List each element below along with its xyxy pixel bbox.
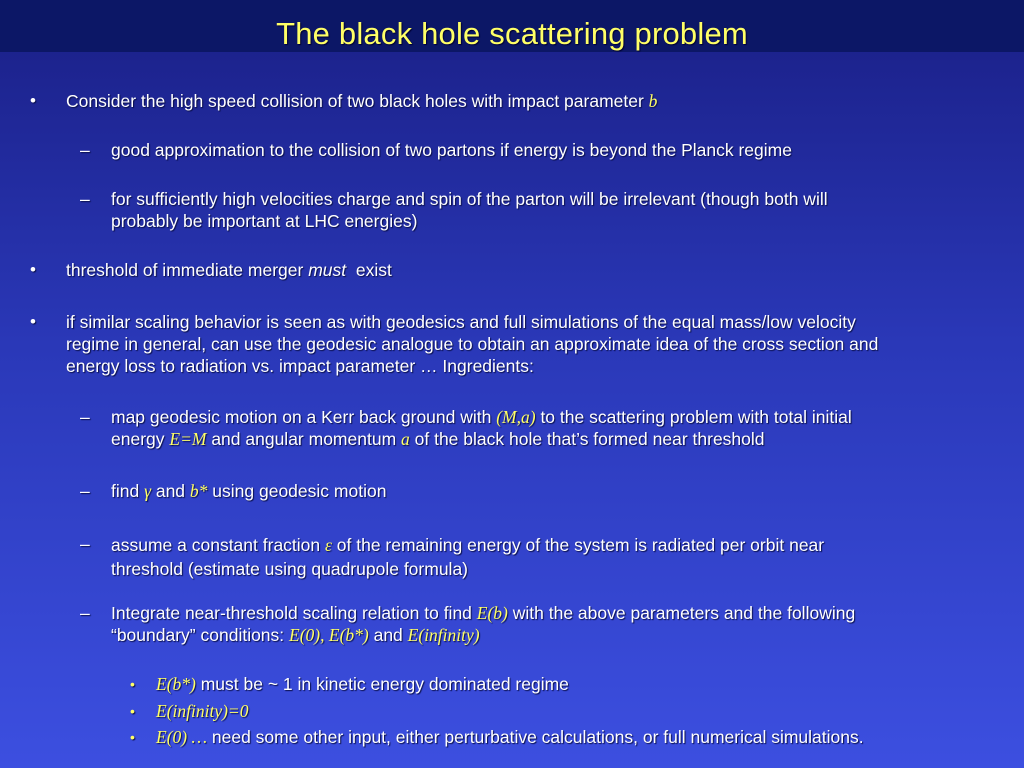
dash-marker: – — [80, 189, 90, 209]
sub-bullet-text: “boundary” conditions: — [111, 625, 290, 645]
sub-bullet-text: assume a constant fraction — [111, 535, 325, 555]
math-E0: E(0) … — [156, 727, 208, 747]
sub-bullet-line2: probably be important at LHC energies) — [111, 211, 418, 231]
sub-bullet-text: using geodesic motion — [207, 481, 387, 501]
math-E-equals-M: E=M — [169, 429, 207, 449]
dash-marker: – — [80, 407, 90, 427]
sub-bullet-text: and — [150, 481, 190, 501]
sub-bullet-text: of the remaining energy of the system is radiated per orbit near — [331, 535, 825, 555]
bullet-marker: • — [30, 260, 36, 279]
sub-bullet-text: Integrate near-threshold scaling relation to find — [111, 603, 477, 623]
math-b: b — [648, 91, 658, 111]
bullet-line1: if similar scaling behavior is seen as with geodesics and full simulations of the equal mass/low velocity — [66, 312, 856, 332]
math-E-infinity: E(infinity) — [407, 625, 480, 645]
bullet-marker-small: • — [130, 676, 135, 692]
math-Ma: (M,a) — [496, 407, 536, 427]
sub-bullet-text: to the scattering problem with total initial — [535, 407, 852, 427]
math-E-bstar: E(b*) — [156, 674, 196, 694]
emphasis-must: must — [308, 260, 347, 280]
math-epsilon: ε — [325, 535, 332, 555]
sub-sub-bullet-text: need some other input, either perturbative calculations, or full numerical simulations. — [207, 727, 864, 747]
bullet-text: threshold of immediate merger — [66, 260, 309, 280]
sub-sub-bullet-text: must be ~ 1 in kinetic energy dominated regime — [195, 674, 569, 694]
math-a: a — [401, 429, 410, 449]
dash-marker: – — [80, 603, 90, 623]
bullet-marker-small: • — [130, 703, 135, 719]
math-b-star: b* — [189, 481, 208, 501]
math-gamma: γ — [144, 481, 151, 501]
slide-title: The black hole scattering problem — [276, 16, 748, 51]
sub-bullet-line2: threshold (estimate using quadrupole formula) — [111, 559, 468, 579]
bullet-marker: • — [30, 312, 36, 331]
dash-marker: – — [80, 140, 90, 160]
bullet-text: Consider the high speed collision of two black holes with impact parameter — [66, 91, 649, 111]
dash-marker: – — [80, 481, 90, 501]
bullet-line2: regime in general, can use the geodesic analogue to obtain an approximate idea of the cross section and — [66, 334, 879, 354]
sub-bullet-text: and angular momentum — [206, 429, 402, 449]
sub-bullet-text: map geodesic motion on a Kerr back ground with — [111, 407, 497, 427]
sub-bullet-line1: for sufficiently high velocities charge and spin of the parton will be irrelevant (though both will — [111, 189, 828, 209]
math-E-infinity-zero: E(infinity)=0 — [156, 701, 249, 721]
bullet-marker-small: • — [130, 729, 135, 745]
sub-bullet-text: good approximation to the collision of two partons if energy is beyond the Planck regime — [111, 140, 792, 160]
sub-bullet-text: energy — [111, 429, 170, 449]
math-E-of-b: E(b) — [476, 603, 508, 623]
sub-bullet-text: find — [111, 481, 145, 501]
sub-bullet-text: of the black hole that’s formed near threshold — [409, 429, 765, 449]
sub-bullet-text: and — [368, 625, 408, 645]
dash-marker: – — [80, 534, 90, 554]
math-E0-Ebstar: E(0), E(b*) — [289, 625, 369, 645]
bullet-line3: energy loss to radiation vs. impact parameter … Ingredients: — [66, 356, 534, 376]
bullet-text-end: exist — [346, 260, 392, 280]
sub-bullet-text: with the above parameters and the following — [507, 603, 856, 623]
bullet-marker: • — [30, 91, 36, 110]
